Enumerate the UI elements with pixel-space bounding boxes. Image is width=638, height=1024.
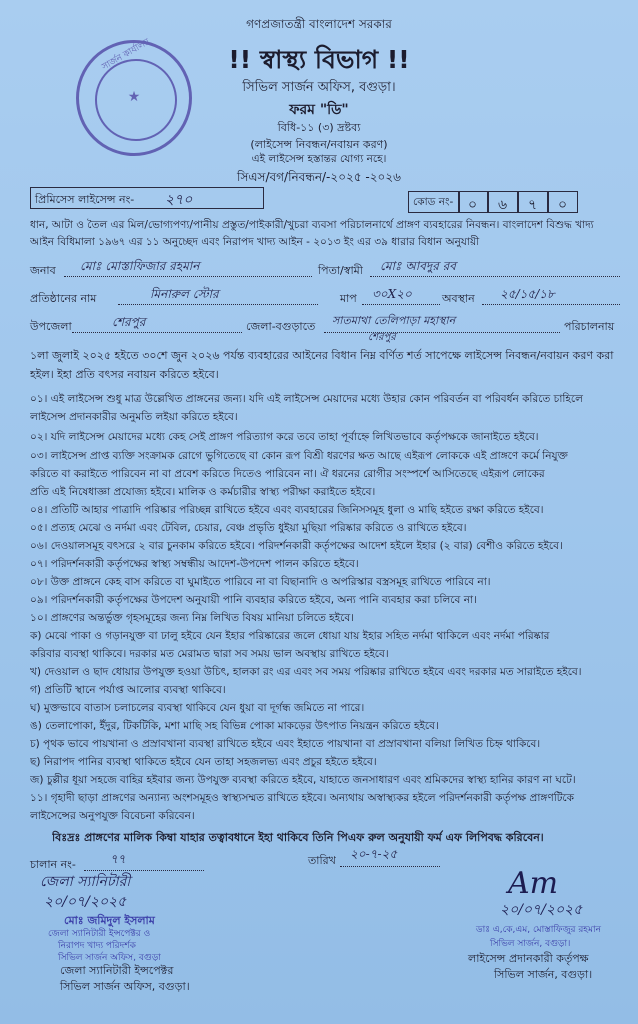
size-label: মাপ [340, 292, 357, 305]
left-stamp-line-4: সিভিল সার্জন অফিস, বগুড়া [58, 953, 161, 963]
code-digit-2: ৬ [488, 191, 518, 213]
condition-08: ০৮। উক্ত প্রাঙ্গনে কেহ বাস করিতে বা ঘুমাইতে পারিবে না বা বিছানাদি ও অপরিস্কার বস্ত্রসমূহ রাখিতে পারিবে না। [30, 576, 491, 588]
condition-10-ka-cont: করিবার ব্যবস্থা থাকিবে। দরকার মত মেরামত দ্বারা সব সময় ভাল অবস্থায় রাখিতে হইবে। [30, 648, 389, 660]
condition-11: ১১। গৃহাদী ছাড়া প্রাঙ্গণের অন্যান্য অংশসমূহও স্বাস্থ্যসম্মত রাখিতে হইবে। অন্যথায় অস্বাস্থ্যকর হইলে পরিদর্শনকারী কর্তৃপক্ষ প্রাঙ্গণটিকে [30, 792, 574, 804]
left-title-2: সিভিল সার্জন অফিস, বগুড়া। [60, 980, 190, 993]
left-sign-date: ২০/০৭/২০২৫ [44, 894, 127, 910]
condition-10-ka: ক) মেঝে পাকা ও গড়ানযুক্ত বা ঢালু হইবে যেন ইহার পরিষ্কারের জলে ধোয়া যায় ইহার সহিত নর্দমা থাকিলে এবং নর্দমা পরিষ্কার [30, 630, 550, 642]
condition-03-cont-2: প্রতি এই নিষেধাজ্ঞা প্রযোজ্য হইবে। মালিক ও কর্মচারীর স্বাস্থ্য পরীক্ষা করাইতে হইবে। [30, 486, 376, 498]
right-stamp-line-2: সিভিল সার্জন, বগুড়া। [490, 939, 571, 949]
code-digit-4: ০ [548, 191, 578, 213]
condition-05: ০৫। প্রত্যহ মেঝে ও নর্দমা এবং টেবিল, চেয়ার, বেঞ্চ প্রভৃতি ধুইয়া মুছিয়া পরিষ্কার করিতে ও রাখিতে হইবে। [30, 522, 467, 534]
condition-03: ০৩। লাইসেন্স প্রাপ্ত ব্যক্তি সংক্রামক রোগে ভুগিতেছে বা কোন রূপ বিশ্রী ধরণের ক্ষত আছে এইরূপ লোককে এই প্রাঙ্গণে কর্মে নিযুক্ত [30, 450, 568, 462]
size-value: ৩০X২০ [372, 287, 412, 301]
janab-value: মোঃ মোস্তাফিজার রহমান [80, 259, 200, 273]
intro-line-1: ধান, আটা ও তৈল এর মিল/ভোগ্যপণ্য/পানীয় প্রস্তুত/পাইকারী/খুচরা ব্যবসা পরিচালনার্থে প্রাঙ্গণ ব্যবহারের নিবন্ধন। বাংলাদেশ বিশুদ্ধ খাদ্য [30, 219, 594, 231]
condition-06: ০৬। দেওয়ালসমূহ বৎসরে ২ বার চুনকাম করিতে হইবে। পরিদর্শনকারী কর্তৃপক্ষের আদেশ হইলে ইহার (২ বার) বেশীও করিতে হইবে। [30, 540, 563, 552]
condition-01: ০১। এই লাইসেন্স শুধু মাত্র উল্লেখিত প্রাঙ্গনের জন্য। যদি এই লাইসেন্স মেয়াদের মধ্যে উহার কোন পরিবর্তন বা পরিবর্ধন করিতে চাহিলে [30, 393, 583, 405]
left-title-1: জেলা স্যানিটারী ইন্সপেক্টর [60, 964, 174, 977]
left-signature: জেলা স্যানিটারী [40, 874, 131, 890]
office-name: সিভিল সার্জন অফিস, বগুড়া। [242, 80, 396, 95]
license-type: (লাইসেন্স নিবন্ধন/নবায়ন করণ) [250, 138, 388, 151]
org-label: প্রতিষ্ঠানের নাম [30, 292, 97, 305]
premises-value: ২৭০ [165, 192, 193, 208]
period-line-2: হইল। ইহা প্রতি বৎসর নবায়ন করিতে হইবে। [30, 368, 219, 381]
code-digit-3: ৭ [518, 191, 548, 213]
condition-02: ০২। যদি লাইসেন্স মেয়াদের মধ্যে কেহ সেই প্রাঙ্গণ পরিত্যাগ করে তবে তাহা পূর্বাহ্নে লিখিতভাবে কর্তৃপক্ষকে জানাইতে হইবে। [30, 431, 539, 443]
right-sign-date: ২০/০৭/২০২৫ [500, 902, 583, 918]
premises-license-box [30, 187, 264, 209]
challan-label: চালান নং- [30, 858, 76, 871]
premises-label: প্রিমিসেস লাইসেন্স নং- [35, 193, 135, 206]
father-value: মোঃ আবদুর রব [380, 259, 456, 273]
seal-text: সার্জন কার্যালয় [100, 37, 152, 73]
right-signature: Am [508, 866, 559, 901]
non-transferable-note: এই লাইসেন্স হস্তান্তর যোগ্য নহে। [251, 153, 387, 165]
location-label: অবস্থান [442, 292, 475, 305]
registration-number: সিএস/বগ/নিবন্ধন/-২০২৫ -২০২৬ [237, 170, 401, 184]
condition-10-cha: চ) পৃথক ভাবে পায়খানা ও প্রস্রাবখানা ব্যবস্থা রাখিতে হইবে এবং ইহাতে পায়খানা বা প্রস্রাবখানা বলিয়া লিখিত চিহ্ন থাকিবে। [30, 738, 541, 750]
upazila-value: শেরপুর [112, 315, 146, 329]
date-label: তারিখ [308, 854, 336, 867]
condition-04: ০৪। প্রতিটি আহার পাত্রাদি পরিষ্কার পরিচ্ছন্ন রাখিতে হইবে এবং ব্যবহারের জিনিসসমূহ ধুলা ও মাছি হইতে রক্ষা করিতে হইবে। [30, 504, 544, 516]
father-label: পিতা/স্বামী [318, 264, 363, 277]
right-title-2: সিভিল সার্জন, বগুড়া। [494, 968, 593, 981]
left-stamp-line-2: জেলা স্যানিটারী ইন্সপেক্টর ও [48, 929, 151, 939]
condition-10-uma: ঙ) তেলাপোকা, ইঁদুর, টিকটিকি, মশা মাছি সহ বিভিন্ন পোকা মাকড়ের উৎপাত নিয়ন্ত্রন করিতে হইবে। [30, 720, 439, 732]
district-value: সাতমাথা তেলিপাড়া মহাস্থান [332, 314, 456, 327]
condition-07: ০৭। পরিদর্শনকারী কর্তৃপক্ষের স্বাস্থ্য সম্বন্ধীয় আদেশ-উপদেশ পালন করিতে হইবে। [30, 558, 359, 570]
district-line [324, 332, 560, 333]
condition-10: ১০। প্রাঙ্গণের অন্তর্ভুক্ত গৃহসমূহের জন্য নিম্ন লিখিত বিষয় মানিয়া চলিতে হইবে। [30, 612, 354, 624]
challan-value: ৭৭ [110, 852, 126, 866]
code-label: কোড নং- [413, 196, 454, 208]
location-value: ২৫/১৫/১৮ [500, 287, 555, 301]
upazila-line [72, 332, 242, 333]
date-value: ২০-৭-২৫ [350, 847, 398, 861]
janab-label: জনাব [30, 264, 56, 277]
upazila-label: উপজেলা [30, 320, 72, 333]
condition-10-ga: গ) প্রতিটি স্থানে পর্যাপ্ত আলোর ব্যবস্থা থাকিবে। [30, 684, 226, 696]
rule-ref: বিধি-১১ (৩) দ্রষ্টব্য [277, 121, 361, 134]
footnote: বিঃদ্রঃ প্রাঙ্গণের মালিক কিম্বা যাহার তত্বাবধানে ইহা থাকিবে তিনি পিএফ রুল অনুযায়ী ফর্ম এফ লিপিবদ্ধ করিবেন। [52, 831, 544, 844]
right-title-1: লাইসেন্স প্রদানকারী কর্তৃপক্ষ [468, 952, 589, 965]
manage-label: পরিচালনায় [564, 320, 615, 333]
date-line [340, 866, 440, 867]
govt-title: গণপ্রজাতন্ত্রী বাংলাদেশ সরকার [246, 17, 392, 31]
district-label: জেলা-বগুড়াতে [246, 320, 316, 333]
condition-10-kha: খ) দেওয়াল ও ছাদ ধোয়ার উপযুক্ত হওয়া উচিৎ, হালকা রং এর এবং সব সময় পরিষ্কার রাখিতে হইবে এবং দরকার মত সারাইতে হইবে। [30, 666, 582, 678]
form-name: ফরম "ডি" [289, 102, 349, 118]
condition-10-chha: ছ) নিরাপদ পানির ব্যবস্থা থাকিতে হইবে যেন তাহা সহজলভ্য এবং প্রচুর হইতে হইবে। [30, 756, 377, 768]
condition-03-cont: করিতে বা করাইতে পারিবেন না বা প্রবেশ করিতে দিতেও পারিবেন না। ঐ ধরনের রোগীর সংস্পর্শে আসিতেছে এইরূপ লোকের [30, 468, 545, 480]
intro-line-2: আইন বিধিমালা ১৯৬৭ এর ১১ অনুচ্ছেদ এবং নিরাপদ খাদ্য আইন - ২০১৩ ইং এর ৩৯ ধারার বিধান অনুযায়ী [30, 236, 480, 248]
star-icon: ★ [127, 89, 141, 105]
condition-01-cont: লাইসেন্স প্রদানকারীর অনুমতি লইয়া করিতে হইবে। [30, 411, 238, 423]
condition-11-cont: লাইসেন্সের অনুপযুক্ত বিবেচনা করিবেন। [30, 810, 195, 822]
period-line-1: ১লা জুলাই ২০২৫ হইতে ৩০শে জুন ২০২৬ পর্যন্ত ব্যবহারের আইনের বিধান নিম্ন বর্ণিত শর্ত সাপেক্ষে লাইসেন্স নিবন্ধন/নবায়ন করণ করা [30, 349, 614, 362]
code-label-box [408, 191, 460, 213]
right-stamp-name: ডাঃ এ,কে,এম, মোস্তাফিজুর রহমান [476, 925, 601, 935]
code-digit-1: ০ [458, 191, 488, 213]
dept-title: !! স্বাস্থ্য বিভাগ !! [228, 45, 410, 74]
condition-09: ০৯। পরিদর্শনকারী কর্তৃপক্ষের উপদেশ অনুযায়ী পানি ব্যবহার করিতে হইবে, অন্য পানি ব্যবহার করা চলিবে না। [30, 594, 477, 606]
district-value-2: শেরপুর [368, 332, 396, 343]
left-stamp-line-3: নিরাপদ খাদ্য পরিদর্শক [58, 941, 136, 951]
left-stamp-name: মোঃ জমিদুল ইসলাম [64, 914, 155, 927]
org-value: মিনারুল স্টোর [150, 287, 219, 301]
condition-10-ja: জ) চুল্লীর ধূয়া সহজে বাহির হইবার জন্য উপযুক্ত ব্যবস্থা করিতে হইবে, যাহাতে জনসাধারণ এবং শ্রমিকদের স্বাস্থ্য হানির কারণ না ঘটে। [30, 774, 576, 786]
condition-10-gha: ঘ) মুক্তভাবে বাতাস চলাচলের ব্যবস্থা থাকিবে যেন ধুয়া বা দূর্গন্ধ জমিতে না পারে। [30, 702, 365, 714]
